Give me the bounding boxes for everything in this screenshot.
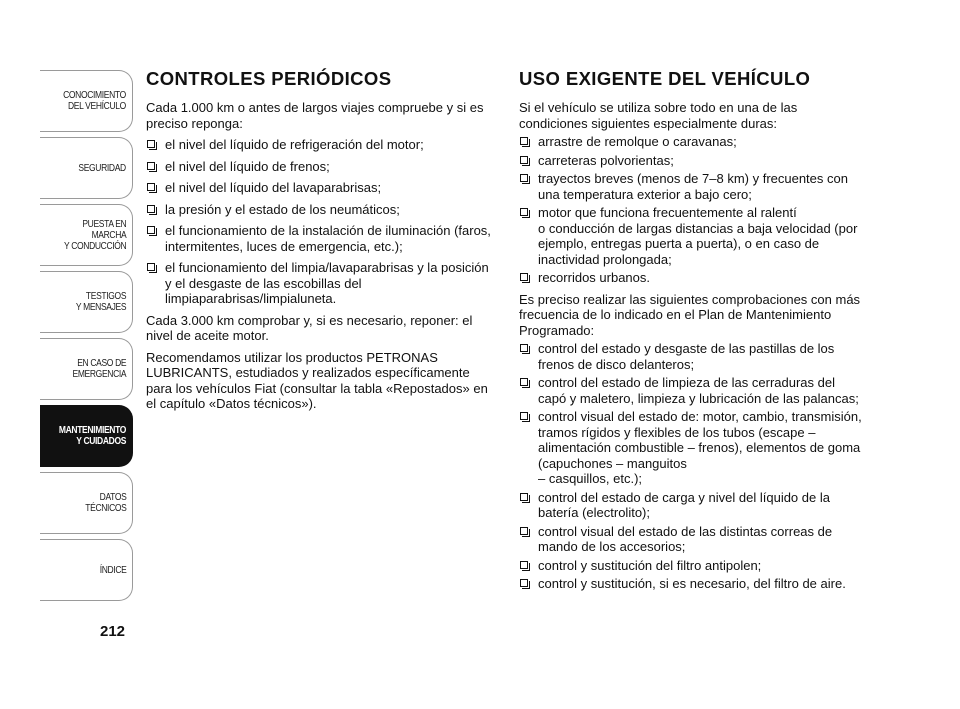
intro-paragraph: Cada 1.000 km o antes de largos viajes compruebe y si es preciso reponga: bbox=[146, 100, 484, 131]
tab-label: EN CASO DE EMERGENCIA bbox=[72, 358, 126, 380]
checkbox-icon bbox=[520, 378, 528, 386]
tab-datos-tecnicos[interactable] bbox=[40, 472, 133, 534]
checkbox-icon bbox=[147, 140, 155, 148]
checks-list bbox=[519, 341, 864, 592]
paragraph: Recomendamos utilizar los productos PETRONAS LUBRICANTS, estudiados y realizados específicamente para los vehículos Fiat (consultar la tabla «Repostados» en el capítulo «Datos técnicos»). bbox=[146, 349, 488, 411]
checkbox-icon bbox=[147, 205, 155, 213]
tab-seguridad[interactable] bbox=[40, 137, 133, 199]
tab-label: PUESTA EN MARCHA Y CONDUCCIÓN bbox=[63, 218, 126, 252]
tab-label: SEGURIDAD bbox=[78, 162, 126, 174]
checkbox-icon bbox=[520, 344, 528, 352]
tab-puesta-en-marcha[interactable] bbox=[40, 204, 133, 266]
list-item: recorridos urbanos. bbox=[519, 270, 864, 286]
list-item: trayectos breves (menos de 7–8 km) y frecuentes con una temperatura exterior a bajo cero; bbox=[519, 171, 864, 202]
checklist bbox=[146, 137, 491, 307]
tab-conocimiento-del-vehiculo[interactable] bbox=[40, 70, 133, 132]
chapter-sidebar bbox=[40, 70, 133, 606]
tab-label: CONOCIMIENTO DEL VEHÍCULO bbox=[63, 90, 126, 112]
page-number: 212 bbox=[100, 623, 126, 640]
checkbox-icon bbox=[520, 208, 528, 216]
list-item: el nivel del líquido del lavaparabrisas; bbox=[146, 180, 491, 196]
checkbox-icon bbox=[520, 561, 528, 569]
list-item: el funcionamiento de la instalación de iluminación (faros, intermitentes, luces de emergencia, etc.); bbox=[146, 223, 491, 254]
checkbox-icon bbox=[520, 137, 528, 145]
list-item: motor que funciona frecuentemente al ralentí o conducción de largas distancias a baja velocidad (por ejemplo, entregas puerta a puerta), o en caso de inactividad prolongada; bbox=[519, 205, 864, 267]
tab-testigos-y-mensajes[interactable] bbox=[40, 271, 133, 333]
list-item: control visual del estado de: motor, cambio, transmisión, tramos rígidos y flexibles de los tubos (escape – alimentación combustible – frenos), elementos de goma (capuchones – manguitos – casquillos, etc.); bbox=[519, 409, 864, 487]
checkbox-icon bbox=[520, 156, 528, 164]
checkbox-icon bbox=[520, 174, 528, 182]
list-item: el nivel del líquido de refrigeración del motor; bbox=[146, 137, 491, 153]
tab-label: MANTENIMIENTO Y CUIDADOS bbox=[58, 425, 126, 447]
tab-label: TESTIGOS Y MENSAJES bbox=[75, 291, 126, 313]
uso-exigente-section bbox=[519, 68, 864, 598]
list-item: control y sustitución, si es necesario, del filtro de aire. bbox=[519, 576, 864, 592]
list-item: control del estado y desgaste de las pastillas de los frenos de disco delanteros; bbox=[519, 341, 864, 372]
list-item: control del estado de limpieza de las cerraduras del capó y maletero, limpieza y lubricación de las palancas; bbox=[519, 375, 864, 406]
checkbox-icon bbox=[520, 493, 528, 501]
checkbox-icon bbox=[520, 273, 528, 281]
checkbox-icon bbox=[147, 226, 155, 234]
list-item: arrastre de remolque o caravanas; bbox=[519, 134, 864, 150]
paragraph: Es preciso realizar las siguientes comprobaciones con más frecuencia de lo indicado en el Plan de Mantenimiento Programado: bbox=[519, 291, 861, 338]
checkbox-icon bbox=[147, 162, 155, 170]
list-item: carreteras polvorientas; bbox=[519, 153, 864, 169]
list-item: control visual del estado de las distintas correas de mando de los accesorios; bbox=[519, 524, 864, 555]
section-title: USO EXIGENTE DEL VEHÍCULO bbox=[519, 68, 811, 89]
list-item: control del estado de carga y nivel del líquido de la batería (electrolito); bbox=[519, 490, 864, 521]
list-item: la presión y el estado de los neumáticos; bbox=[146, 202, 491, 218]
conditions-list bbox=[519, 134, 864, 286]
controles-periodicos-section bbox=[146, 68, 491, 418]
section-title: CONTROLES PERIÓDICOS bbox=[146, 68, 392, 89]
paragraph: Cada 3.000 km comprobar y, si es necesario, reponer: el nivel de aceite motor. bbox=[146, 312, 473, 343]
checkbox-icon bbox=[520, 527, 528, 535]
checkbox-icon bbox=[520, 412, 528, 420]
tab-label: DATOS TÉCNICOS bbox=[84, 492, 126, 514]
list-item: el funcionamiento del limpia/lavaparabrisas y la posición y el desgaste de las escobillas del limpiaparabrisas/limpialuneta. bbox=[146, 260, 491, 307]
tab-mantenimiento-y-cuidados[interactable] bbox=[40, 405, 133, 467]
list-item: control y sustitución del filtro antipolen; bbox=[519, 558, 864, 574]
checkbox-icon bbox=[147, 263, 155, 271]
checkbox-icon bbox=[520, 579, 528, 587]
tab-indice[interactable] bbox=[40, 539, 133, 601]
intro-paragraph: Si el vehículo se utiliza sobre todo en una de las condiciones siguientes especialmente duras: bbox=[519, 100, 798, 131]
checkbox-icon bbox=[147, 183, 155, 191]
list-item: el nivel del líquido de frenos; bbox=[146, 159, 491, 175]
tab-en-caso-de-emergencia[interactable] bbox=[40, 338, 133, 400]
tab-label: ÍNDICE bbox=[99, 564, 126, 576]
